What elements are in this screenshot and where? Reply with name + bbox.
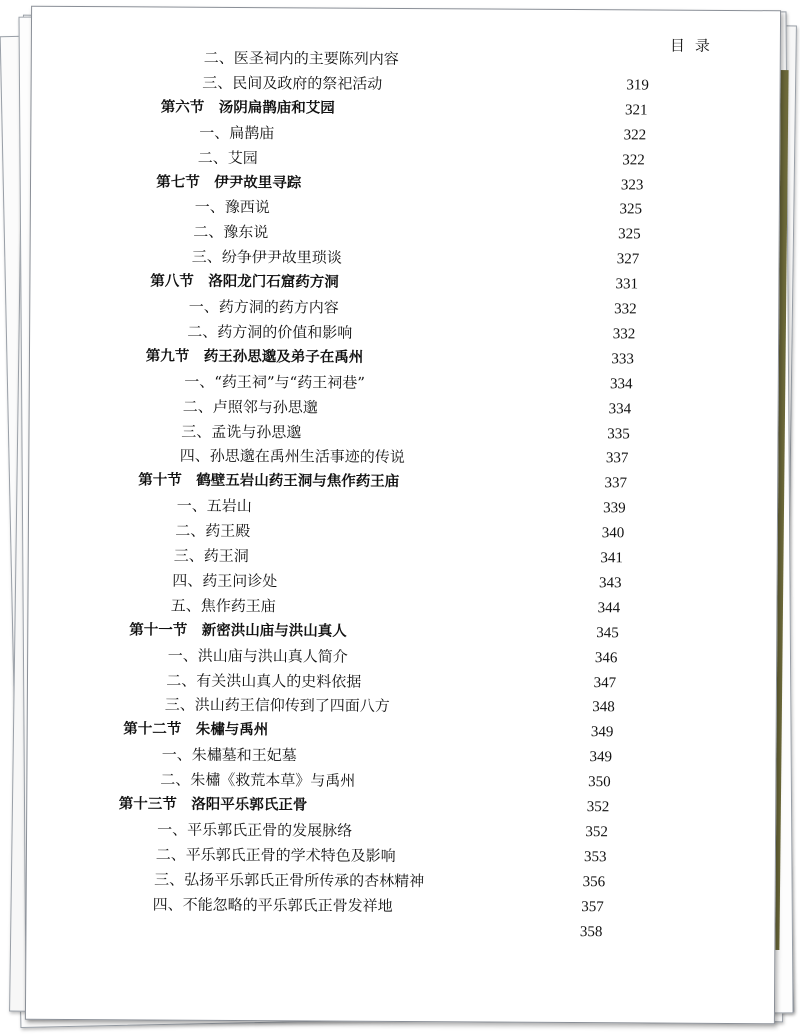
toc-page-number: 340: [601, 525, 625, 542]
toc-page-number: 322: [623, 127, 647, 144]
toc-page-number: 353: [583, 848, 607, 866]
toc-item-title: 三、弘扬平乐郭氏正骨所传承的杏林精神: [154, 870, 425, 890]
toc-section-title: 第六节 汤阴扁鹊庙和艾园: [160, 99, 335, 117]
toc-item-title: 一、“药王祠”与“药王祠巷”: [184, 372, 365, 392]
toc-page-number: 325: [618, 226, 641, 243]
toc-section-title: 第十二节 朱橚与禹州: [123, 721, 269, 739]
toc-item-title: 一、扁鹊庙: [199, 123, 275, 142]
toc-page-number: 334: [608, 400, 632, 417]
toc-page-number: 352: [585, 824, 608, 841]
toc-item-title: 三、药王洞: [173, 546, 249, 566]
toc-item-row: [26, 918, 774, 949]
toc-item-title: 二、药王殿: [175, 521, 251, 541]
toc-page-number: 335: [607, 425, 630, 442]
toc-item-title: 二、卢照邻与孙思邈: [182, 397, 318, 417]
toc-page-number: 337: [605, 450, 629, 467]
toc-page-number: 322: [622, 151, 645, 169]
toc-page-number: 349: [590, 724, 614, 741]
toc-page-number: 346: [594, 649, 618, 666]
toc-item-title: 四、药王问诊处: [172, 571, 278, 591]
toc-page-number: 339: [603, 500, 626, 517]
toc-section-title: 第十三节 洛阳平乐郭氏正骨: [118, 796, 308, 814]
toc-page-number: 331: [615, 276, 639, 293]
toc-section-title: 第九节 药王孙思邈及弟子在禹州: [145, 348, 364, 366]
toc-item-title: 一、洪山庙与洪山真人简介: [167, 646, 348, 666]
toc-page-number: 347: [593, 674, 617, 691]
toc-page-number: 332: [614, 301, 637, 318]
toc-item-title: 三、洪山药王信仰传到了四面八方: [164, 695, 390, 716]
toc-page-number: 356: [582, 873, 606, 890]
toc-page-number: 344: [597, 599, 621, 617]
toc-page-number: 357: [581, 898, 604, 915]
toc-item-title: 二、药方洞的价值和影响: [187, 322, 353, 342]
toc-item-title: 二、有关洪山真人的史料依据: [166, 671, 362, 691]
toc-page-number: 358: [579, 923, 603, 940]
toc-item-title: 二、艾园: [197, 148, 258, 167]
toc-page-number: 350: [588, 774, 611, 791]
toc-page-number: 349: [589, 749, 613, 766]
toc-page-number: 321: [624, 102, 648, 119]
toc-item-title: 五、焦作药王庙: [170, 596, 276, 616]
toc-item-title: 二、医圣祠内的主要陈列内容: [203, 48, 399, 68]
toc-page-number: 327: [616, 251, 640, 268]
toc-section-title: 第十一节 新密洪山庙与洪山真人: [129, 622, 347, 640]
toc-section-title: 第十节 鹤壁五岩山药王洞与焦作药王庙: [138, 472, 400, 491]
toc-item-title: 三、孟诜与孙思邈: [181, 422, 302, 441]
toc-item-title: 一、豫西说: [194, 198, 270, 217]
toc-page-number: 332: [612, 326, 636, 343]
toc-page-number: 352: [586, 799, 610, 816]
toc-item-title: 四、不能忽略的平乐郭氏正骨发祥地: [152, 895, 393, 915]
toc-item-title: 三、民间及政府的祭祀活动: [202, 73, 383, 93]
toc-page-number: 341: [600, 550, 623, 567]
toc-section-title: 第八节 洛阳龙门石窟药方洞: [150, 273, 339, 291]
toc-item-title: 二、豫东说: [193, 223, 269, 242]
toc-page-number: 319: [626, 77, 649, 94]
toc-page-number: 343: [599, 575, 622, 592]
toc-item-title: 一、平乐郭氏正骨的发展脉络: [157, 820, 353, 840]
toc-page-number: 345: [596, 624, 619, 642]
toc-section-title: 第七节 伊尹故里寻踪: [156, 173, 302, 191]
toc-page-number: 323: [620, 176, 644, 193]
toc-item-title: 二、朱橚《救荒本草》与禹州: [160, 770, 356, 790]
toc-item-title: 一、药方洞的药方内容: [188, 297, 339, 317]
toc-item-title: 一、朱橚墓和王妃墓: [161, 745, 297, 765]
toc-item-title: 二、平乐郭氏正骨的学术特色及影响: [155, 845, 396, 865]
toc-page-number: 333: [611, 351, 634, 368]
toc-item-title: 三、纷争伊尹故里琐谈: [191, 247, 342, 267]
toc-page-number: 337: [604, 475, 628, 492]
toc-item-title: 四、孙思邈在禹州生活事迹的传说: [179, 447, 405, 467]
page-header-title: 目录: [669, 36, 720, 55]
toc-page-number: 334: [609, 375, 633, 393]
toc-page-number: 325: [619, 201, 643, 218]
toc-page-number: 348: [592, 699, 615, 716]
document-page: [25, 6, 781, 1025]
toc-item-title: 一、五岩山: [176, 496, 252, 516]
